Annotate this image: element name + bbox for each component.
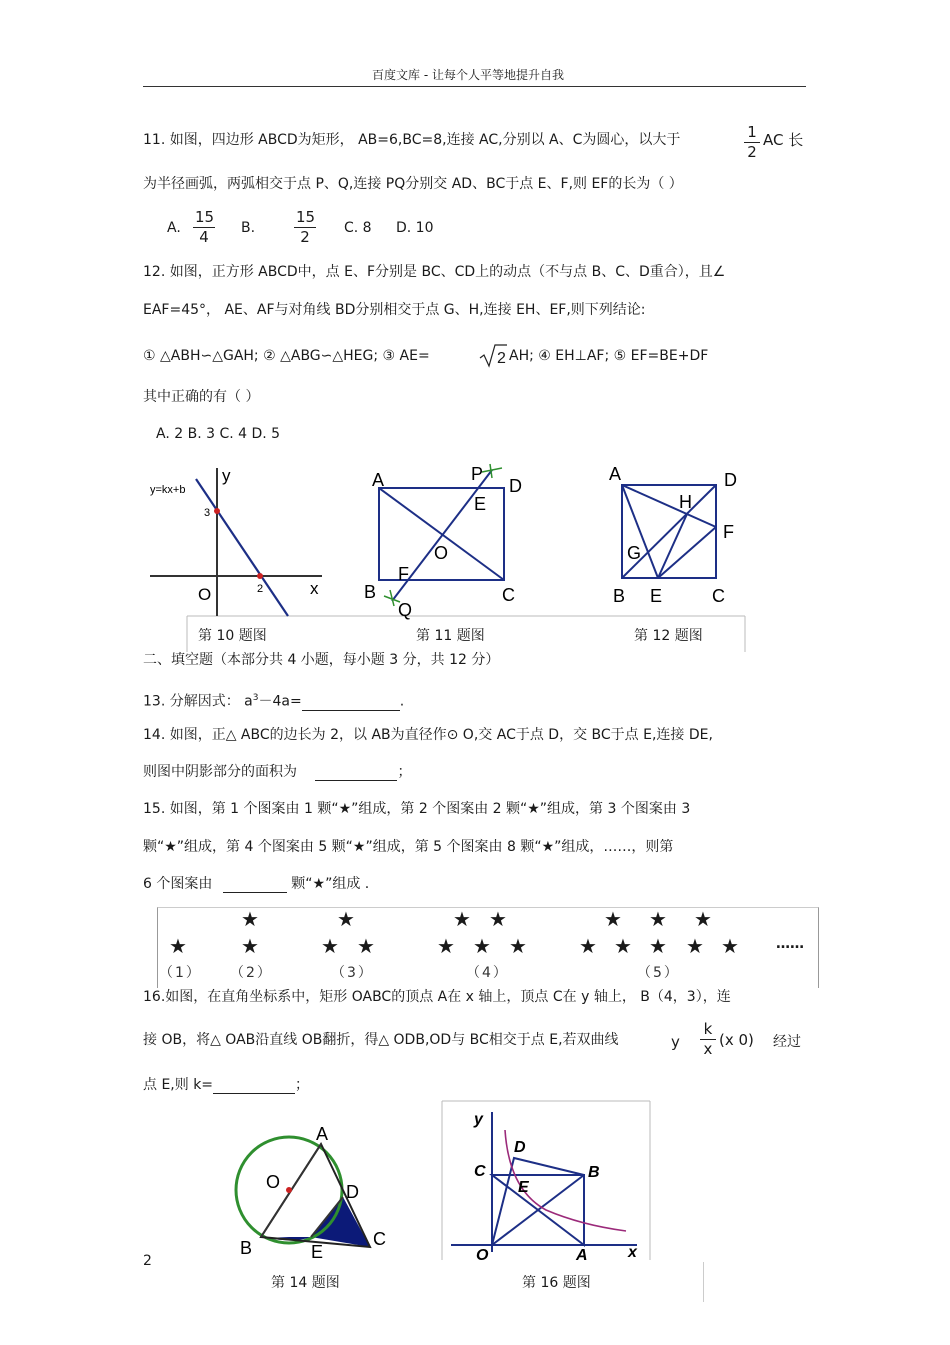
fig10-x-label: x (310, 579, 319, 598)
fig16-y: y (474, 1111, 483, 1128)
q12-line1: 12. 如图，正方形 ABCD中，点 E、F分别是 BC、CD上的动点（不与点 B、C、D重合），且∠ (143, 264, 726, 280)
q11-after: AC 长 (763, 131, 804, 149)
q14-line2 (143, 763, 411, 781)
q11-optC: C. 8 (344, 220, 372, 236)
q11-optA-num: 15 (195, 208, 215, 226)
q14-line1: 14. 如图，正△ ABC的边长为 2，以 AB为直径作⊙ O,交 AC于点 D，交 BC于点 E,连接 DE, (143, 727, 713, 743)
q11-optB-num: 15 (296, 208, 316, 226)
q12-sqrt-sign (478, 343, 508, 369)
fig12-E: E (650, 586, 663, 606)
q14-blank[interactable] (315, 766, 397, 781)
fig10-o-label: O (198, 585, 212, 604)
star-icon: ★ (604, 907, 622, 931)
q13-lead: 13. 分解因式： a (143, 693, 253, 710)
fig14-O: O (266, 1172, 281, 1192)
star-icon: ★ (579, 934, 597, 958)
section2-heading: 二、填空题（本部分共 4 小题，每小题 3 分，共 12 分） (143, 652, 500, 668)
fig11-D: D (509, 476, 522, 496)
q13-text (143, 689, 404, 711)
fig12-D: D (724, 470, 737, 490)
q16-y: y (671, 1033, 680, 1051)
fig16-x: x (628, 1244, 637, 1261)
q15-line3 (143, 875, 369, 893)
q16-frac-num: k (700, 1020, 716, 1040)
q14-end: ； (397, 764, 412, 780)
caption-fig10: 第 10 题图 (198, 628, 267, 644)
figure-row-1 (140, 456, 760, 652)
q11-optD: D. 10 (396, 220, 434, 236)
fig16-C: C (474, 1163, 486, 1180)
fig11-O: O (434, 543, 449, 563)
caption-fig14: 第 14 题图 (271, 1275, 340, 1291)
fig11-Q: Q (398, 600, 413, 620)
q15-line1: 15. 如图，第 1 个图案由 1 颗“★”组成，第 2 个图案由 2 颗“★”组成，第 3 个图案由 3 (143, 801, 691, 817)
star-icon: ★ (509, 934, 527, 958)
fig14-D: D (346, 1182, 359, 1202)
fig16-B: B (588, 1164, 600, 1181)
fig10-tick2: 2 (257, 583, 264, 595)
q13-exp: 3 (252, 693, 259, 703)
q15-line3b: 颗“★”组成 . (291, 876, 370, 892)
caption-fig16: 第 16 题图 (522, 1275, 591, 1291)
fig12-H: H (679, 492, 692, 512)
star-icon: ★ (241, 907, 259, 931)
fig16-E: E (518, 1179, 529, 1196)
star-icon: ★ (649, 934, 667, 958)
q16-line2b: 经过 (773, 1034, 801, 1050)
fig14-circle-diagram (225, 1120, 425, 1268)
q16-line3 (143, 1076, 309, 1094)
q15-ellipsis: …… (776, 936, 804, 952)
pattern-label-2: （2） (230, 965, 273, 981)
q13-blank[interactable] (302, 696, 400, 711)
fig12-square-diagram (609, 464, 737, 606)
q12-options: A. 2 B. 3 C. 4 D. 5 (156, 426, 281, 442)
q15-line3a: 6 个图案由 (143, 876, 213, 892)
q11-line1: 11. 如图，四边形 ABCD为矩形， AB=6,BC=8,连接 AC,分别以 A、C为圆心，以大于 (143, 132, 681, 148)
fig14-B: B (240, 1238, 253, 1258)
pattern-label-1: （1） (159, 965, 202, 981)
fig11-rectangle-diagram (364, 464, 522, 620)
star-icon: ★ (337, 907, 355, 931)
star-icon: ★ (614, 934, 632, 958)
star-icon: ★ (489, 907, 507, 931)
fig10-coordinate-plot (150, 466, 322, 616)
fig12-G: G (627, 543, 642, 563)
fig10-tick3: 3 (204, 507, 211, 519)
fig11-F: F (398, 564, 409, 584)
fig11-A: A (372, 470, 385, 490)
q11-line2: 为半径画弧，两弧相交于点 P、Q,连接 PQ分别交 AD、BC于点 E、F,则 EF的长为（ ） (143, 176, 683, 192)
fig10-y-label: y (222, 466, 231, 485)
q11-frac-num: 1 (744, 123, 760, 143)
star-icon: ★ (473, 934, 491, 958)
vertical-divider (703, 1262, 704, 1302)
star-icon: ★ (241, 934, 259, 958)
fig14-A: A (316, 1124, 329, 1144)
fig12-A: A (609, 464, 622, 484)
star-icon: ★ (437, 934, 455, 958)
q12-line3a: ① △ABH∽△GAH; ② △ABG∽△HEG; ③ AE= (143, 348, 430, 364)
caption-fig12: 第 12 题图 (634, 628, 703, 644)
fig16-hyperbola-plot (441, 1100, 651, 1265)
fig12-B: B (613, 586, 626, 606)
q14-line2-text: 则图中阴影部分的面积为 (143, 764, 297, 780)
q16-line3b: ； (295, 1077, 310, 1093)
star-icon: ★ (357, 934, 375, 958)
caption-fig11: 第 11 题图 (416, 628, 485, 644)
q11-optA-den: 4 (199, 228, 209, 246)
q12-sqrt-num: 2 (497, 350, 506, 367)
q11-frac-den: 2 (747, 143, 757, 161)
header-rule (143, 86, 806, 87)
q11-optB-frac (294, 208, 316, 247)
q16-blank[interactable] (213, 1079, 295, 1094)
fig11-C: C (502, 585, 515, 605)
fig14-E: E (311, 1242, 324, 1262)
q16-line2a: 接 OB，将△ OAB沿直线 OB翻折，得△ ODB,OD与 BC相交于点 E,若双曲线 (143, 1032, 619, 1048)
q15-line2: 颗“★”组成，第 4 个图案由 5 颗“★”组成，第 5 个图案由 8 颗“★”组成，……，则第 (143, 839, 674, 855)
q12-line4: 其中正确的有（ ） (143, 389, 260, 405)
pattern-label-5: （5） (637, 965, 680, 981)
fig12-F: F (723, 522, 734, 542)
q11-fraction (744, 123, 760, 162)
star-icon: ★ (649, 907, 667, 931)
fig12-C: C (712, 586, 725, 606)
q12-line3b: AH; ④ EH⊥AF; ⑤ EF=BE+DF (509, 348, 709, 364)
q16-cond: (x 0) (719, 1031, 754, 1049)
q16-frac-den: x (703, 1040, 713, 1058)
fig11-P: P (471, 464, 484, 484)
q12-line2: EAF=45°， AE、AF与对角线 BD分别相交于点 G、H,连接 EH、EF,则下列结论: (143, 302, 646, 318)
q13-end: . (399, 693, 405, 710)
page-number: 2 (143, 1253, 152, 1269)
q11-optB-label: B. (241, 220, 256, 236)
pattern-label-4: （4） (466, 965, 509, 981)
q13-rest: －4a= (258, 693, 302, 710)
star-icon: ★ (321, 934, 339, 958)
fig16-D: D (514, 1139, 526, 1156)
star-icon: ★ (686, 934, 704, 958)
q11-optA-label: A. (167, 220, 181, 236)
fig16-A: A (576, 1247, 588, 1264)
fig11-B: B (364, 582, 377, 602)
star-icon: ★ (453, 907, 471, 931)
fig10-eq: y=kx+b (150, 484, 186, 496)
q16-line3a: 点 E,则 k= (143, 1077, 214, 1093)
star-icon: ★ (169, 934, 187, 958)
q15-blank[interactable] (223, 878, 287, 893)
pattern-label-3: （3） (331, 965, 374, 981)
page-header: 百度文库 - 让每个人平等地提升自我 (372, 68, 564, 82)
q16-fraction (700, 1020, 716, 1059)
fig16-O: O (476, 1247, 489, 1264)
fig11-E: E (474, 494, 487, 514)
star-icon: ★ (721, 934, 739, 958)
star-icon: ★ (694, 907, 712, 931)
q11-optA-frac (193, 208, 215, 247)
q11-optB-den: 2 (300, 228, 310, 246)
fig14-C: C (373, 1229, 386, 1249)
q16-line1: 16.如图，在直角坐标系中，矩形 OABC的顶点 A在 x 轴上，顶点 C在 y 轴上， B（4，3），连 (143, 989, 731, 1005)
